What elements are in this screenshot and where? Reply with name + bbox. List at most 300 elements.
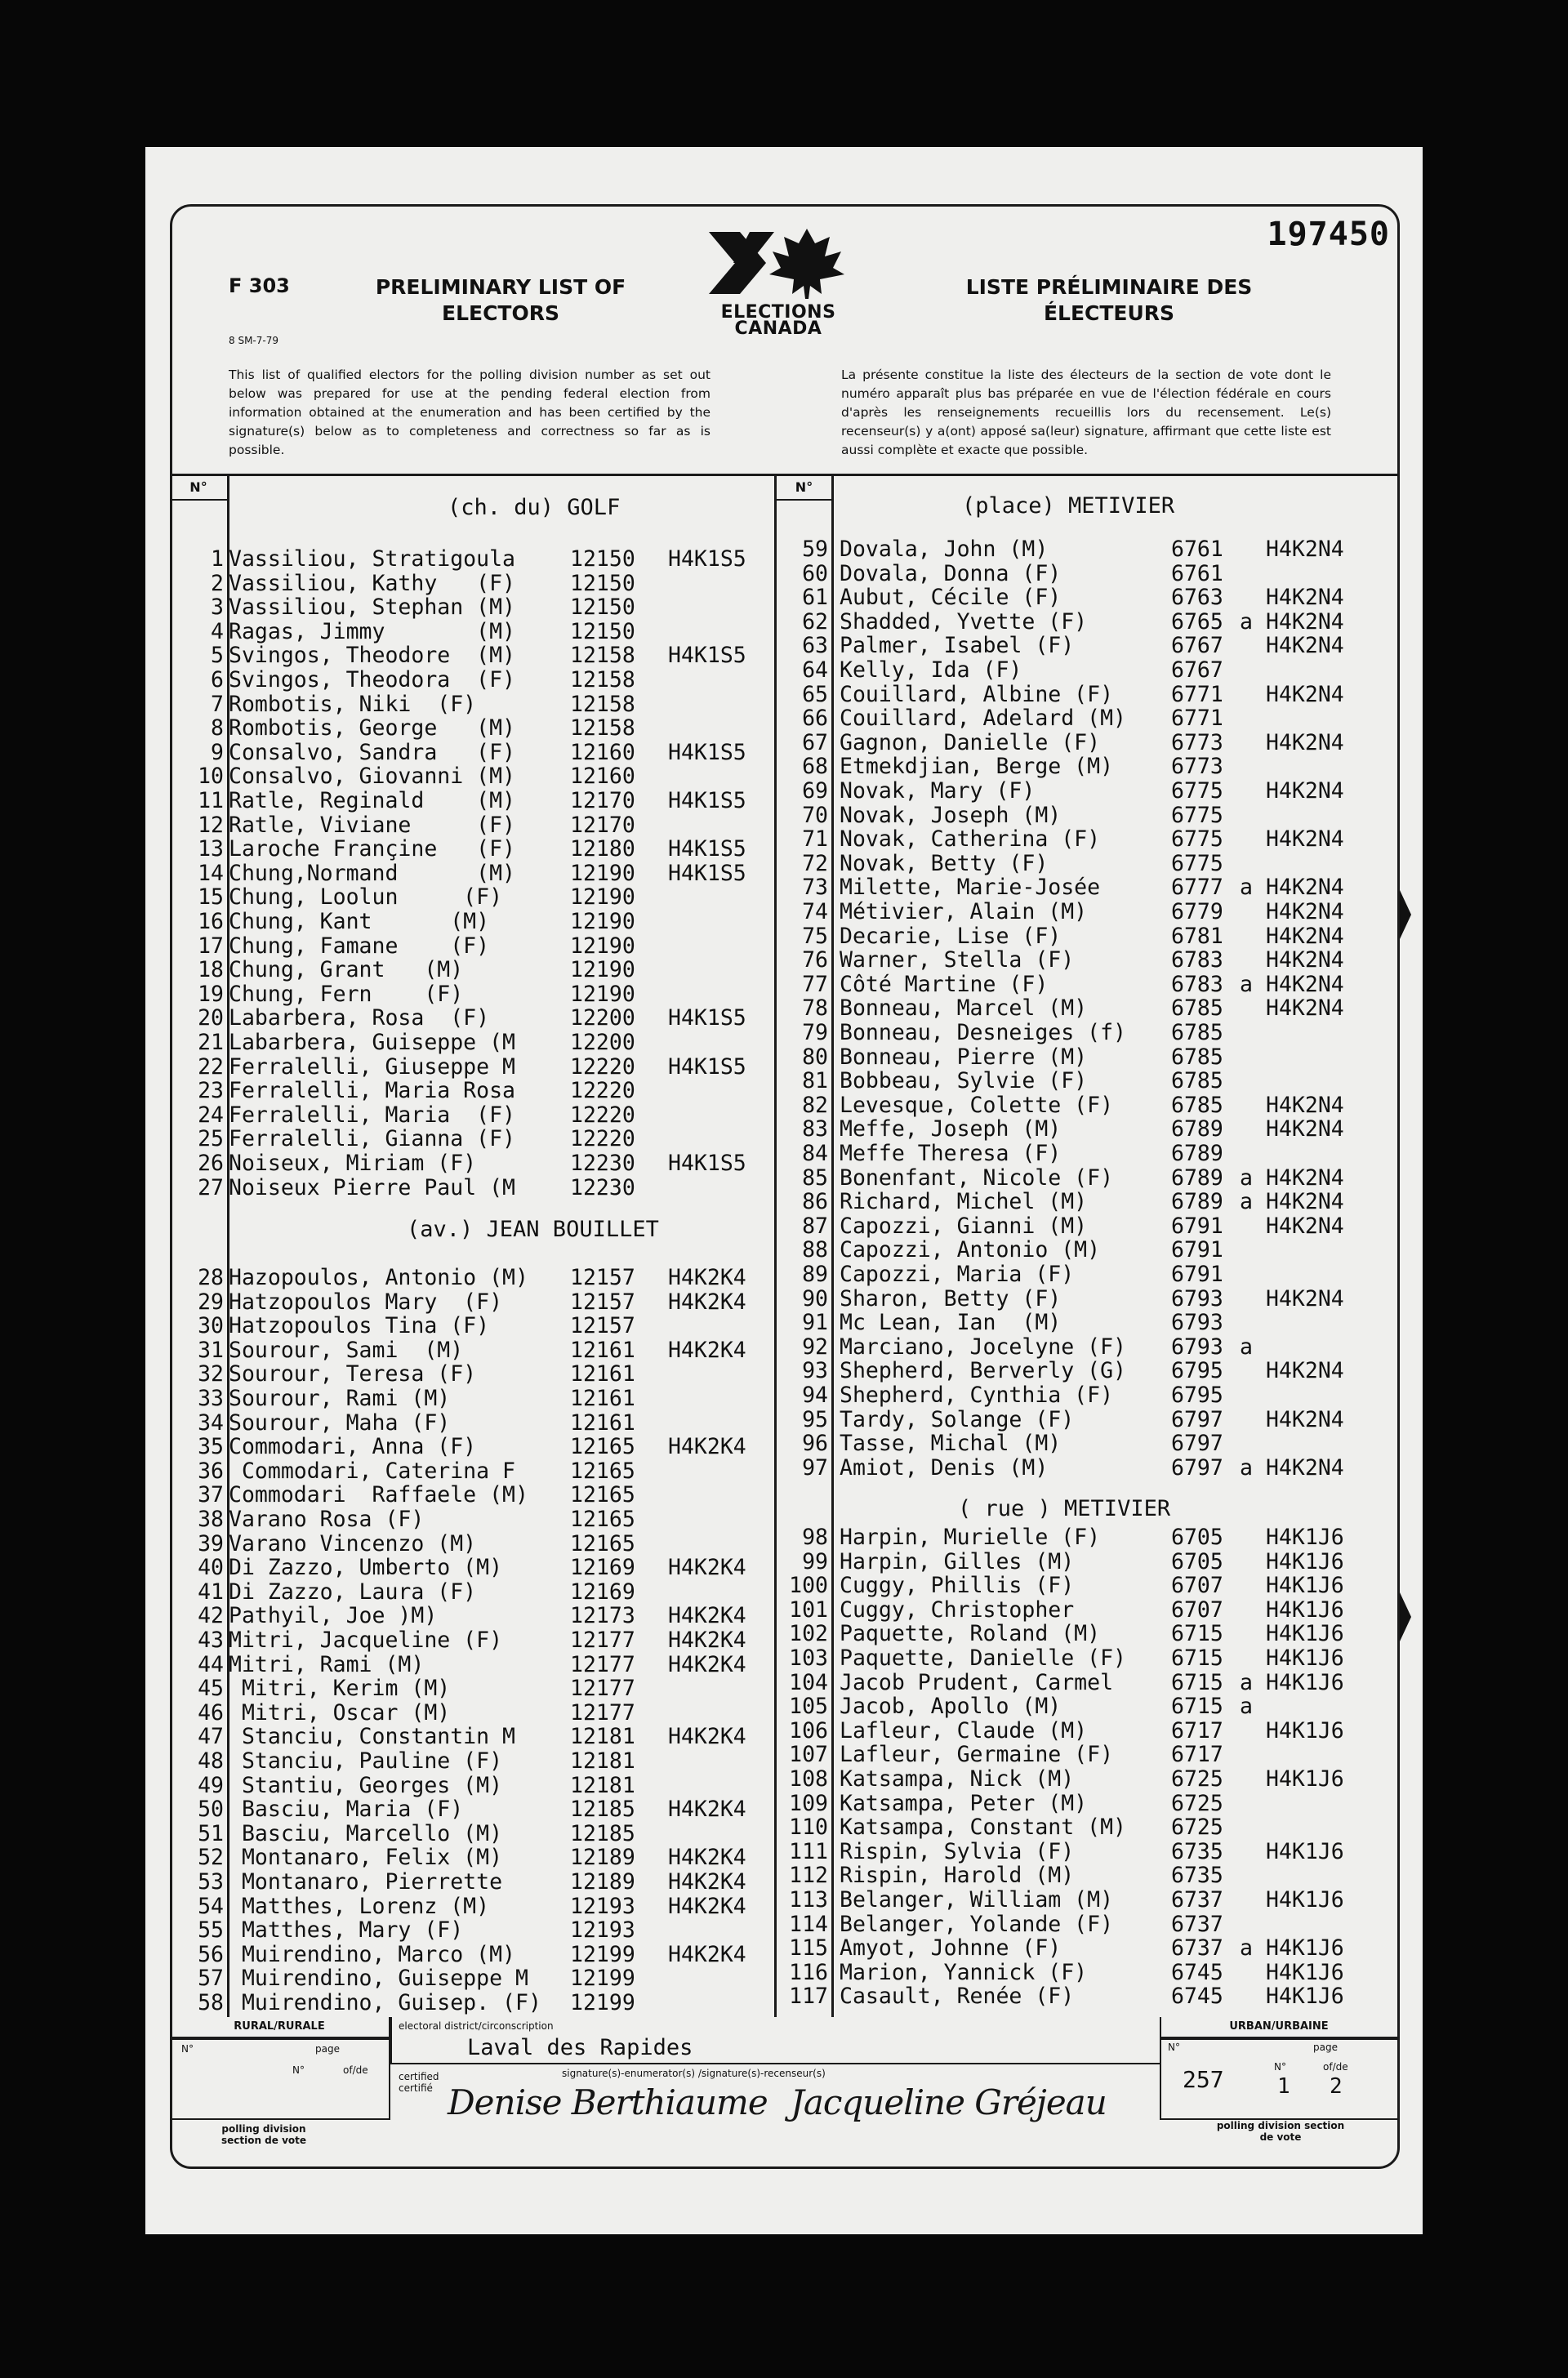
form-date-code: 8 SM-7-79 (229, 335, 278, 346)
elector-name: Bobbeau, Sylvie (F) (840, 1068, 1088, 1094)
title-en-line1: PRELIMINARY LIST OF (375, 275, 626, 299)
postal-code: H4K1J6 (1266, 1548, 1344, 1574)
elector-name: Hazopoulos, Antonio (M) (229, 1265, 528, 1290)
civic-number: 6785 (1171, 1044, 1223, 1070)
elector-number: 3 (211, 594, 224, 621)
civic-number: 6725 (1171, 1815, 1223, 1841)
civic-number: 6797 (1171, 1431, 1223, 1457)
civic-number: 12181 (570, 1772, 635, 1798)
civic-number: 12185 (570, 1820, 635, 1846)
elector-number: 47 (198, 1724, 224, 1750)
civic-number: 12190 (570, 884, 635, 911)
title-fr-line1: LISTE PRÉLIMINAIRE DES (965, 275, 1253, 299)
postal-code: H4K2K4 (668, 1603, 746, 1629)
elector-number: 102 (789, 1621, 828, 1647)
civic-number: 6775 (1171, 802, 1223, 828)
elector-number: 82 (802, 1092, 828, 1118)
civic-number: 6775 (1171, 778, 1223, 804)
civic-number: 12165 (570, 1507, 635, 1532)
elector-number: 104 (789, 1669, 828, 1695)
elector-number: 36 (198, 1458, 224, 1484)
postal-code: H4K2N4 (1266, 585, 1344, 611)
civic-number: 6745 (1171, 1984, 1223, 2010)
civic-number: 12170 (570, 788, 635, 813)
district-value: Laval des Rapides (467, 2035, 693, 2060)
civic-number: 6737 (1171, 1911, 1223, 1937)
elector-number: 21 (198, 1030, 224, 1055)
civic-number: 12165 (570, 1434, 635, 1460)
elector-name: Dovala, John (M) (840, 537, 1049, 562)
civic-number: 6797 (1171, 1406, 1223, 1432)
elector-name: Amiot, Denis (M) (840, 1454, 1049, 1481)
civic-number: 12199 (570, 1966, 635, 1992)
civic-number: 6793 (1171, 1310, 1223, 1336)
civic-number: 6789 (1171, 1141, 1223, 1166)
postal-code: H4K2N4 (1266, 899, 1344, 924)
postal-code: H4K2K4 (668, 1628, 746, 1653)
elector-name: Matthes, Lorenz (M) (229, 1893, 490, 1919)
elector-name: Ferralelli, Giuseppe M (229, 1053, 515, 1080)
elector-number: 90 (802, 1285, 828, 1311)
elector-name: Jacob, Apollo (M) (840, 1694, 1062, 1720)
civic-number: 6761 (1171, 537, 1223, 562)
elector-name: Capozzi, Maria (F) (840, 1262, 1075, 1287)
apartment-suffix: a (1240, 971, 1253, 997)
elector-name: Di Zazzo, Umberto (M) (229, 1555, 503, 1581)
elector-name: Rombotis, George (M) (229, 715, 515, 741)
elector-name: Sourour, Rami (M) (229, 1386, 451, 1411)
civic-number: 12190 (570, 957, 635, 983)
enumerator-signature-2: Jacqueline Gréjeau (791, 2082, 1107, 2122)
civic-number: 6705 (1171, 1525, 1223, 1550)
elector-name: Rispin, Sylvia (F) (840, 1838, 1075, 1864)
civic-number: 12150 (570, 594, 635, 621)
elector-name: Capozzi, Gianni (M) (840, 1213, 1088, 1239)
elector-number: 74 (802, 899, 828, 924)
civic-number: 12220 (570, 1078, 635, 1104)
elector-number: 101 (789, 1596, 828, 1623)
apartment-suffix: a (1240, 1669, 1253, 1695)
postal-code: H4K2N4 (1266, 995, 1344, 1022)
civic-number: 12158 (570, 643, 635, 669)
elector-name: Milette, Marie-Josée (840, 875, 1101, 901)
elector-name: Bonneau, Pierre (M) (840, 1044, 1088, 1070)
elector-number: 110 (789, 1815, 828, 1841)
civic-number: 12185 (570, 1797, 635, 1823)
elector-name: Commodari, Caterina F (229, 1458, 515, 1484)
elector-number: 77 (802, 971, 828, 997)
postal-code: H4K1J6 (1266, 1621, 1344, 1647)
civic-number: 12193 (570, 1893, 635, 1919)
civic-number: 6795 (1171, 1358, 1223, 1384)
elector-name: Vassiliou, Kathy (F) (229, 570, 515, 596)
elector-name: Decarie, Lise (F) (840, 923, 1062, 949)
postal-code: H4K1J6 (1266, 1838, 1344, 1864)
civic-number: 12161 (570, 1386, 635, 1411)
postal-code: H4K2N4 (1266, 1213, 1344, 1239)
civic-number: 6725 (1171, 1766, 1223, 1792)
rural-label: RURAL/RURALE (234, 2020, 325, 2033)
elector-name: Muirendino, Marco (M) (229, 1941, 515, 1967)
elector-name: Aubut, Cécile (F) (840, 585, 1062, 611)
elector-name: Commodari, Anna (F) (229, 1434, 477, 1460)
elector-name: Chung,Normand (M) (229, 860, 515, 886)
elector-name: Novak, Betty (F) (840, 850, 1049, 876)
elector-number: 39 (198, 1530, 224, 1556)
civic-number: 6793 (1171, 1334, 1223, 1360)
postal-code: H4K2N4 (1266, 1454, 1344, 1481)
elector-name: Bonneau, Marcel (M) (840, 995, 1088, 1022)
elector-name: Sourour, Sami (M) (229, 1337, 464, 1363)
postal-code: H4K2K4 (668, 1893, 746, 1919)
elector-name: Ferralelli, Maria Rosa (229, 1078, 515, 1104)
page-arrow-icon (1400, 890, 1411, 939)
civic-number: 6791 (1171, 1213, 1223, 1239)
civic-number: 12160 (570, 764, 635, 790)
civic-number: 12161 (570, 1409, 635, 1436)
postal-code: H4K1S5 (668, 739, 746, 765)
title-english (341, 274, 660, 327)
elector-name: Hatzopoulos Mary (F) (229, 1289, 503, 1315)
elector-number: 97 (802, 1454, 828, 1481)
postal-code: H4K2K4 (668, 1651, 746, 1677)
street-heading-place-metivier: (place) METIVIER (962, 493, 1175, 519)
street-heading-rue-metivier: ( rue ) METIVIER (958, 1496, 1171, 1521)
civic-number: 12158 (570, 691, 635, 717)
civic-number: 12189 (570, 1869, 635, 1895)
civic-number: 12200 (570, 1030, 635, 1055)
elector-name: Paquette, Roland (M) (840, 1621, 1101, 1647)
elector-number: 4 (211, 618, 224, 644)
rural-page-no-label: N° (292, 2064, 305, 2076)
civic-number: 6783 (1171, 947, 1223, 973)
elector-name: Couillard, Albine (F) (840, 681, 1114, 707)
apartment-suffix: a (1240, 875, 1253, 901)
civic-number: 12165 (570, 1482, 635, 1508)
postal-code: H4K2N4 (1266, 778, 1344, 804)
elector-number: 55 (198, 1917, 224, 1944)
elector-number: 80 (802, 1044, 828, 1070)
elector-number: 60 (802, 560, 828, 586)
postal-code: H4K2N4 (1266, 1285, 1344, 1311)
elections-canada-logo (701, 225, 856, 339)
postal-code: H4K1J6 (1266, 1669, 1344, 1695)
elector-name: Mc Lean, Ian (M) (840, 1310, 1062, 1336)
elector-name: Sourour, Teresa (F) (229, 1361, 477, 1387)
elector-name: Couillard, Adelard (M) (840, 706, 1126, 732)
apartment-suffix: a (1240, 1165, 1253, 1191)
elector-name: Meffe, Joseph (M) (840, 1116, 1062, 1142)
civic-number: 6791 (1171, 1262, 1223, 1287)
elector-number: 98 (802, 1525, 828, 1550)
elector-number: 84 (802, 1141, 828, 1166)
postal-code: H4K1J6 (1266, 1596, 1344, 1623)
civic-number: 12199 (570, 1990, 635, 2015)
elector-name: Sourour, Maha (F) (229, 1409, 451, 1436)
maple-leaf-icon (701, 225, 856, 301)
civic-number: 6761 (1171, 560, 1223, 586)
civic-number: 12150 (570, 618, 635, 644)
elector-number: 79 (802, 1020, 828, 1045)
civic-number: 6785 (1171, 995, 1223, 1022)
elector-name: Amyot, Johnne (F) (840, 1935, 1062, 1962)
civic-number: 6707 (1171, 1596, 1223, 1623)
elector-number: 11 (198, 788, 224, 813)
intro-french: La présente constitue la liste des électeurs de la section de vote dont le numéro apparaît plus bas préparée en vue de l'élection fédérale en cours d'après les renseignements recueillis lors du recensement. Le(s) recenseur(s) y a(ont) apposé sa(leur) signature, affirmant que cette liste est aussi complète et exacte que possible. (841, 367, 1331, 457)
elector-name: Varano Rosa (F) (229, 1507, 425, 1532)
civic-number: 12157 (570, 1289, 635, 1315)
elector-number: 66 (802, 706, 828, 732)
elector-name: Richard, Michel (M) (840, 1189, 1088, 1215)
postal-code: H4K2K4 (668, 1797, 746, 1823)
elector-number: 26 (198, 1151, 224, 1176)
civic-number: 6793 (1171, 1285, 1223, 1311)
postal-code: H4K2N4 (1266, 947, 1344, 973)
elector-number: 38 (198, 1507, 224, 1532)
postal-code: H4K2K4 (668, 1845, 746, 1871)
postal-code: H4K2K4 (668, 1869, 746, 1895)
elector-number: 78 (802, 995, 828, 1022)
civic-number: 12230 (570, 1174, 635, 1200)
elector-number: 29 (198, 1289, 224, 1315)
elector-name: Ferralelli, Gianna (F) (229, 1126, 515, 1152)
civic-number: 6773 (1171, 729, 1223, 755)
elector-number: 1 (211, 546, 224, 572)
civic-number: 6717 (1171, 1742, 1223, 1768)
elector-name: Belanger, Yolande (F) (840, 1911, 1114, 1937)
postal-code: H4K2N4 (1266, 1406, 1344, 1432)
postal-code: H4K2N4 (1266, 923, 1344, 949)
elector-name: Kelly, Ida (F) (840, 657, 1022, 683)
elector-number: 40 (198, 1555, 224, 1581)
logo-line2: CANADA (734, 318, 822, 339)
postal-code: H4K2N4 (1266, 826, 1344, 853)
elector-name: Stantiu, Georges (M) (229, 1772, 503, 1798)
civic-number: 12158 (570, 715, 635, 741)
elector-name: Rispin, Harold (M) (840, 1863, 1075, 1889)
postal-code: H4K1J6 (1266, 1717, 1344, 1743)
elector-name: Consalvo, Giovanni (M) (229, 764, 515, 790)
logo-line1: ELECTIONS (720, 302, 836, 323)
elector-name: Sharon, Betty (F) (840, 1285, 1062, 1311)
postal-code: H4K1J6 (1266, 1645, 1344, 1671)
elector-name: Chung, Fern (F) (229, 981, 464, 1007)
elector-number: 50 (198, 1797, 224, 1823)
elector-number: 18 (198, 957, 224, 983)
elector-number: 115 (789, 1935, 828, 1962)
elector-name: Laroche Françine (F) (229, 836, 515, 862)
no-header-left: N° (170, 476, 227, 501)
elector-number: 88 (802, 1237, 828, 1263)
signature-label: signature(s)-enumerator(s) /signature(s)-recenseur(s) (562, 2068, 826, 2079)
civic-number: 6737 (1171, 1935, 1223, 1962)
elector-number: 86 (802, 1189, 828, 1215)
elector-number: 76 (802, 947, 828, 973)
civic-number: 12181 (570, 1724, 635, 1750)
civic-number: 12180 (570, 836, 635, 862)
postal-code: H4K2N4 (1266, 633, 1344, 659)
civic-number: 6795 (1171, 1383, 1223, 1408)
elector-name: Mitri, Jacqueline (F) (229, 1628, 503, 1653)
elector-name: Noiseux, Miriam (F) (229, 1151, 477, 1176)
elector-name: Basciu, Maria (F) (229, 1797, 464, 1823)
elector-name: Mitri, Rami (M) (229, 1651, 425, 1677)
civic-number: 6765 (1171, 608, 1223, 635)
elector-number: 99 (802, 1548, 828, 1574)
urban-page-label: page (1313, 2042, 1338, 2053)
civic-number: 12161 (570, 1337, 635, 1363)
postal-code: H4K2K4 (668, 1337, 746, 1363)
civic-number: 6715 (1171, 1669, 1223, 1695)
elector-number: 13 (198, 836, 224, 862)
postal-code: H4K2N4 (1266, 875, 1344, 901)
elector-name: Levesque, Colette (F) (840, 1092, 1114, 1118)
civic-number: 12158 (570, 667, 635, 692)
elector-number: 34 (198, 1409, 224, 1436)
elector-name: Chung, Loolun (F) (229, 884, 503, 911)
civic-number: 12177 (570, 1699, 635, 1726)
rural-no-label: N° (181, 2043, 194, 2055)
elector-name: Dovala, Donna (F) (840, 560, 1062, 586)
civic-number: 12190 (570, 909, 635, 934)
elector-name: Mitri, Oscar (M) (229, 1699, 451, 1726)
civic-number: 6735 (1171, 1863, 1223, 1889)
elector-number: 59 (802, 537, 828, 562)
elector-name: Tardy, Solange (F) (840, 1406, 1075, 1432)
elector-name: Vassiliou, Stephan (M) (229, 594, 515, 621)
civic-number: 12220 (570, 1126, 635, 1152)
civic-number: 12150 (570, 570, 635, 596)
postal-code: H4K2K4 (668, 1941, 746, 1967)
elector-name: Shepherd, Berverly (G) (840, 1358, 1126, 1384)
elector-name: Casault, Renée (F) (840, 1984, 1075, 2010)
elector-name: Svingos, Theodora (F) (229, 667, 515, 692)
elector-name: Vassiliou, Stratigoula (229, 546, 515, 572)
elector-number: 106 (789, 1717, 828, 1743)
civic-number: 6797 (1171, 1454, 1223, 1481)
civic-number: 12169 (570, 1579, 635, 1605)
civic-number: 6779 (1171, 899, 1223, 924)
civic-number: 6715 (1171, 1621, 1223, 1647)
elector-name: Chung, Famane (F) (229, 933, 490, 959)
civic-number: 6791 (1171, 1237, 1223, 1263)
elector-number: 72 (802, 850, 828, 876)
elector-number: 27 (198, 1174, 224, 1200)
elector-name: Côté Martine (F) (840, 971, 1049, 997)
elector-number: 41 (198, 1579, 224, 1605)
page-number: 1 (1277, 2074, 1290, 2099)
elector-number: 71 (802, 826, 828, 853)
elector-name: Marion, Yannick (F) (840, 1959, 1088, 1985)
elector-name: Palmer, Isabel (F) (840, 633, 1075, 659)
postal-code: H4K2N4 (1266, 1092, 1344, 1118)
urban-label: URBAN/URBAINE (1229, 2020, 1329, 2033)
form-footer (170, 2017, 1400, 2164)
postal-code: H4K2K4 (668, 1555, 746, 1581)
serial-number: 197450 (1267, 216, 1390, 253)
civic-number: 6767 (1171, 633, 1223, 659)
elector-number: 35 (198, 1434, 224, 1460)
elector-number: 94 (802, 1383, 828, 1408)
page-total: 2 (1330, 2074, 1343, 2099)
elector-number: 17 (198, 933, 224, 959)
apartment-suffix: a (1240, 1694, 1253, 1720)
civic-number: 6745 (1171, 1959, 1223, 1985)
elector-name: Chung, Kant (M) (229, 909, 490, 934)
elector-number: 63 (802, 633, 828, 659)
civic-number: 6777 (1171, 875, 1223, 901)
elector-number: 22 (198, 1053, 224, 1080)
elector-name: Paquette, Danielle (F) (840, 1645, 1126, 1671)
elector-name: Katsampa, Nick (M) (840, 1766, 1075, 1792)
apartment-suffix: a (1240, 1935, 1253, 1962)
street-heading-jean-bouillet: (av.) JEAN BOUILLET (407, 1217, 659, 1242)
elector-number: 23 (198, 1078, 224, 1104)
postal-code: H4K1J6 (1266, 1766, 1344, 1792)
apartment-suffix: a (1240, 1454, 1253, 1481)
elector-name: Métivier, Alain (M) (840, 899, 1088, 924)
elector-number: 44 (198, 1651, 224, 1677)
civic-number: 12157 (570, 1313, 635, 1339)
postal-code: H4K1J6 (1266, 1887, 1344, 1913)
postal-code: H4K2N4 (1266, 1358, 1344, 1384)
elector-name: Lafleur, Germaine (F) (840, 1742, 1114, 1768)
civic-number: 6763 (1171, 585, 1223, 611)
civic-number: 6715 (1171, 1645, 1223, 1671)
postal-code: H4K2K4 (668, 1434, 746, 1460)
elector-number: 109 (789, 1790, 828, 1816)
elector-number: 58 (198, 1990, 224, 2015)
elector-number: 87 (802, 1213, 828, 1239)
civic-number: 6717 (1171, 1717, 1223, 1743)
postal-code: H4K2N4 (1266, 608, 1344, 635)
elector-number: 93 (802, 1358, 828, 1384)
elector-name: Stanciu, Pauline (F) (229, 1748, 503, 1774)
apartment-suffix: a (1240, 608, 1253, 635)
civic-number: 6737 (1171, 1887, 1223, 1913)
elector-name: Stanciu, Constantin M (229, 1724, 515, 1750)
column-rule (831, 474, 834, 2017)
elector-name: Svingos, Theodore (M) (229, 643, 515, 669)
civic-number: 12230 (570, 1151, 635, 1176)
elector-name: Gagnon, Danielle (F) (840, 729, 1101, 755)
postal-code: H4K2K4 (668, 1265, 746, 1290)
elector-name: Katsampa, Constant (M) (840, 1815, 1126, 1841)
elector-name: Shepherd, Cynthia (F) (840, 1383, 1114, 1408)
elector-number: 65 (802, 681, 828, 707)
elector-number: 25 (198, 1126, 224, 1152)
elector-name: Etmekdjian, Berge (M) (840, 754, 1114, 780)
postal-code: H4K2K4 (668, 1289, 746, 1315)
civic-number: 12170 (570, 812, 635, 838)
title-fr-line2: ÉLECTEURS (1043, 301, 1175, 325)
civic-number: 6785 (1171, 1092, 1223, 1118)
postal-code: H4K1S5 (668, 546, 746, 572)
elector-name: Ragas, Jimmy (M) (229, 618, 515, 644)
elector-name: Warner, Stella (F) (840, 947, 1075, 973)
civic-number: 12177 (570, 1628, 635, 1653)
certified-label: certified certifié (399, 2071, 439, 2094)
elector-name: Labarbera, Guiseppe (M (229, 1030, 515, 1055)
elector-number: 37 (198, 1482, 224, 1508)
elector-number: 14 (198, 860, 224, 886)
electors-list-sheet (145, 147, 1423, 2234)
postal-code: H4K1J6 (1266, 1959, 1344, 1985)
elector-name: Consalvo, Sandra (F) (229, 739, 515, 765)
elector-number: 30 (198, 1313, 224, 1339)
elector-name: Marciano, Jocelyne (F) (840, 1334, 1126, 1360)
elector-number: 12 (198, 812, 224, 838)
